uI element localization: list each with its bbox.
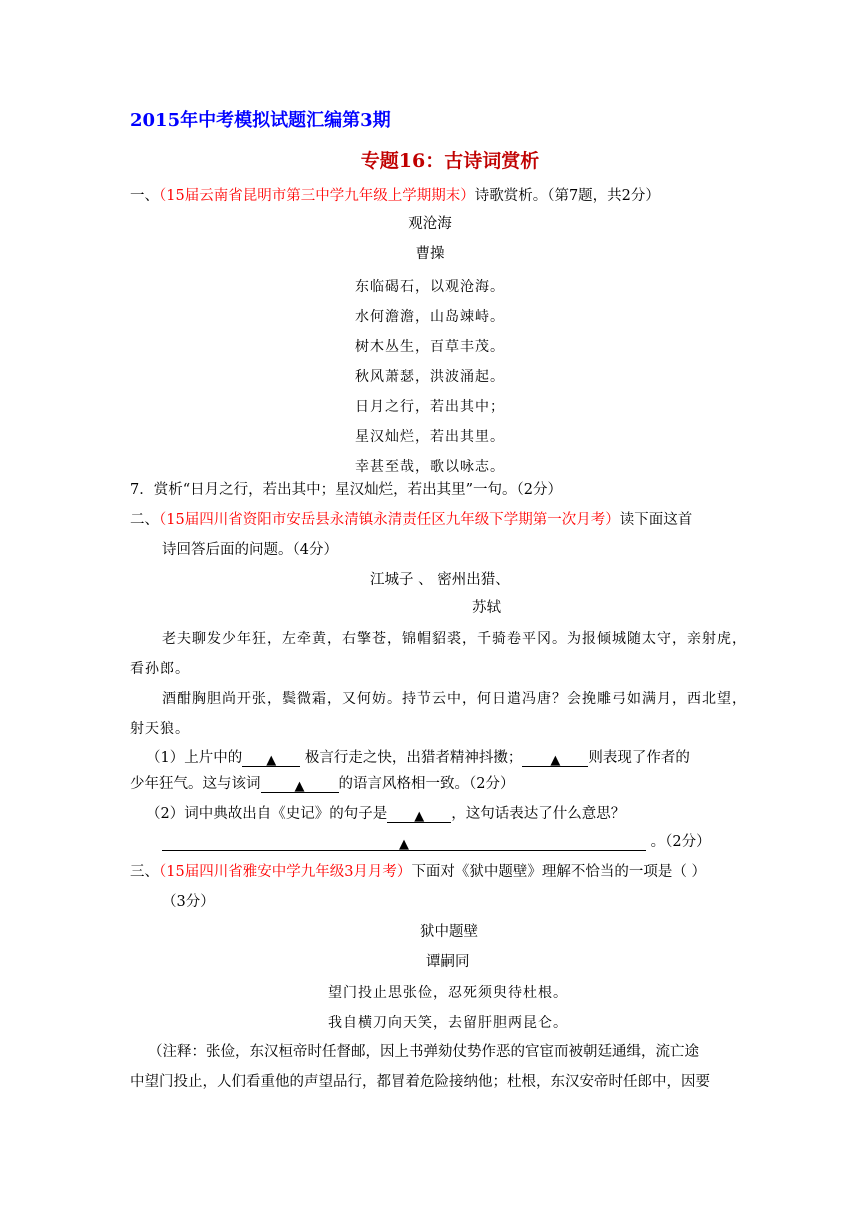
q1-source: （15届云南省昆明市第三中学九年级上学期期末） — [159, 188, 475, 204]
q3-score: （3分） — [162, 894, 215, 910]
triangle-icon: ▲ — [294, 779, 305, 794]
poem-line: 秋风萧瑟，洪波涌起。 — [355, 369, 505, 385]
q3-source: （15届四川省雅安中学九年级3月月考） — [159, 864, 412, 880]
poem-line: 日月之行，若出其中； — [355, 399, 505, 415]
q3-note-line1: （注释：张俭，东汉桓帝时任督邮，因上书弹劾仗势作恶的官宦而被朝廷通缉，流亡途 — [148, 1044, 699, 1060]
answer-blank — [387, 806, 451, 823]
q2-para1-line2: 看孙郎。 — [130, 661, 190, 677]
poem-line: 东临碣石，以观沧海。 — [355, 279, 505, 295]
q2-instruction-a: 读下面这首 — [619, 512, 693, 528]
q3-heading — [130, 862, 706, 882]
q1-number: 一、 — [130, 188, 159, 204]
q1-poem-body — [0, 272, 860, 482]
triangle-icon: ▲ — [266, 753, 277, 768]
triangle-icon: ▲ — [550, 753, 561, 768]
q2-poem-title: 江城子 、 密州出猎、 — [370, 572, 510, 588]
q2-sub2-line1: （2）词中典故出自《史记》的句子是 ▲ ，这句话表达了什么意思？ — [146, 806, 626, 824]
answer-blank — [522, 750, 588, 767]
q2-sub1-line1: （1）上片中的 ▲ 极言行走之快，出猎者精神抖擞； ▲ 则表现了作者的 — [146, 750, 690, 768]
topic-title: 专题16：古诗词赏析 — [360, 150, 540, 172]
q3-poem-author: 谭嗣同 — [426, 954, 470, 970]
q3-poem-title: 狱中题壁 — [420, 924, 478, 940]
q1-poem-author: 曹操 — [415, 246, 445, 262]
q2-para1-line1: 老夫聊发少年狂，左牵黄，右擎苍，锦帽貂裘，千骑卷平冈。为报倾城随太守，亲射虎， — [162, 631, 747, 647]
q1-question-7: 7．赏析“日月之行，若出其中；星汉灿烂，若出其里”一句。（2分） — [130, 482, 563, 498]
q2-sub1-line2: 少年狂气。这与该词 ▲ 的语言风格相一致。（2分） — [130, 776, 515, 794]
q3-number: 三、 — [130, 864, 159, 880]
q2-heading — [130, 510, 692, 530]
q2-source: （15届四川省资阳市安岳县永清镇永清责任区九年级下学期第一次月考） — [159, 512, 620, 528]
triangle-icon: ▲ — [414, 809, 425, 824]
answer-blank — [261, 776, 339, 793]
poem-line: 望门投止思张俭，忍死须臾待杜根。 — [328, 985, 568, 1001]
q2-poem-author: 苏轼 — [472, 600, 501, 616]
q3-note-line2: 中望门投止，人们看重他的声望品行，都冒着危险接纳他；杜根，东汉安帝时任郎中，因要 — [130, 1074, 710, 1090]
series-title: 2015年中考模拟试题汇编第3期 — [130, 110, 391, 131]
q1-instruction: 诗歌赏析。（第7题，共2分） — [474, 188, 660, 204]
poem-line: 星汉灿烂，若出其里。 — [355, 429, 505, 445]
triangle-icon: ▲ — [399, 837, 409, 852]
answer-blank-long — [162, 834, 646, 851]
poem-line: 我自横刀向天笑，去留肝胆两昆仑。 — [328, 1015, 568, 1031]
q2-instruction-b: 诗回答后面的问题。（4分） — [162, 542, 338, 558]
poem-line: 水何澹澹，山岛竦峙。 — [355, 309, 505, 325]
q1-poem-title: 观沧海 — [408, 216, 452, 232]
q2-number: 二、 — [130, 512, 159, 528]
answer-blank — [242, 750, 300, 767]
poem-line: 树木丛生，百草丰茂。 — [355, 339, 505, 355]
poem-line: 幸甚至哉，歌以咏志。 — [355, 459, 505, 475]
q2-para2-line1: 酒酣胸胆尚开张，鬓微霜，又何妨。持节云中，何日遣冯唐？会挽雕弓如满月，西北望， — [162, 691, 747, 707]
q3-instruction: 下面对《狱中题壁》理解不恰当的一项是（ ） — [411, 864, 707, 880]
q1-heading — [130, 186, 660, 206]
q2-sub2-line2: ▲ 。（2分） — [162, 832, 711, 852]
q2-para2-line2: 射天狼。 — [130, 721, 190, 737]
